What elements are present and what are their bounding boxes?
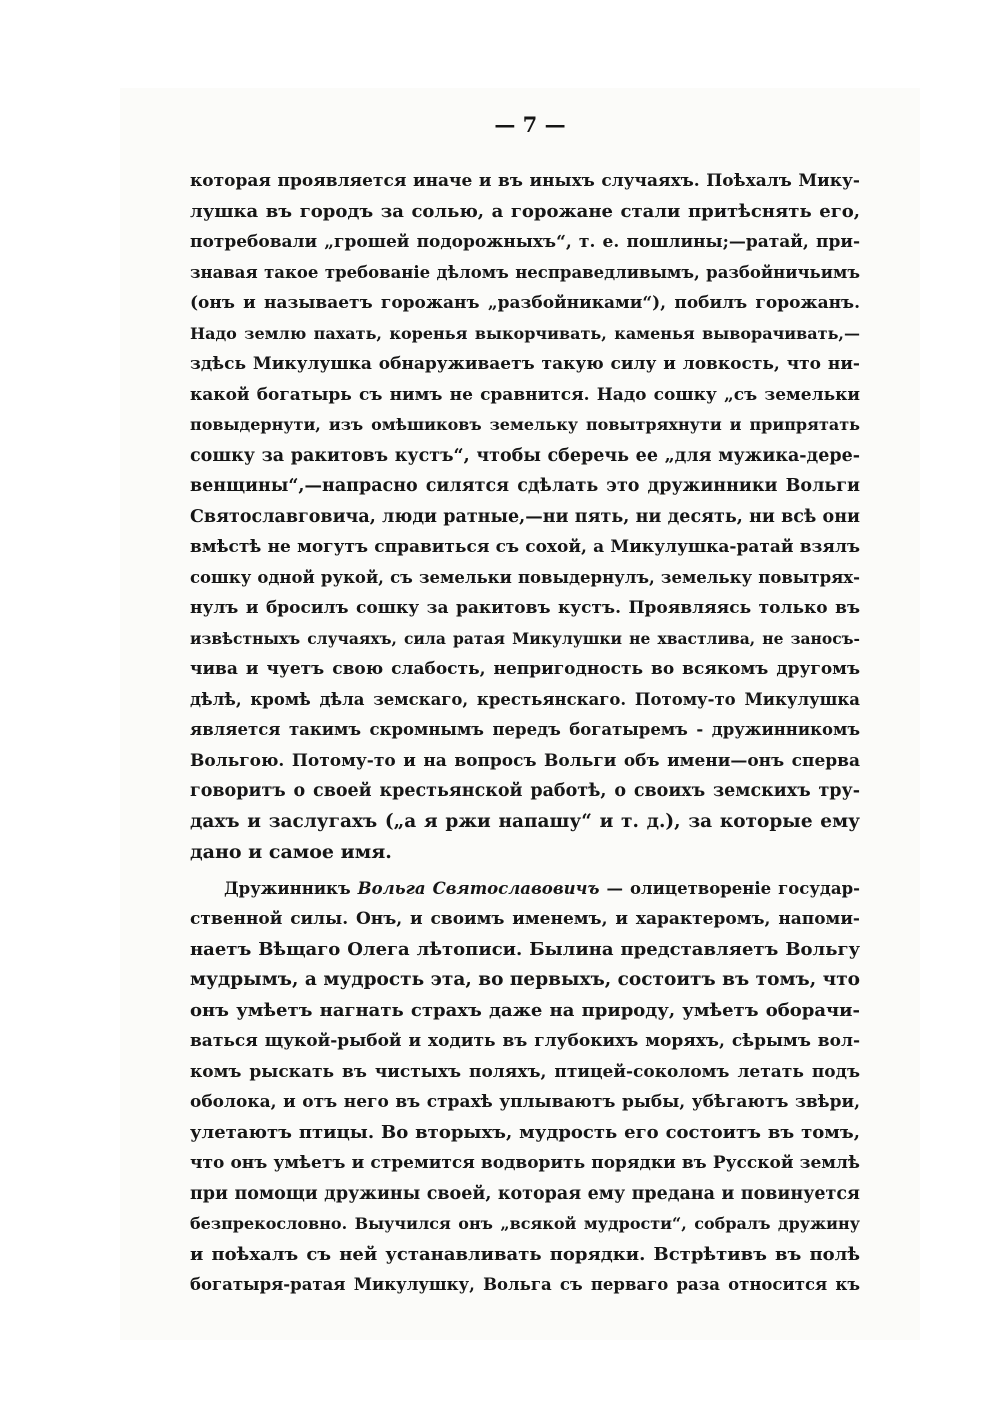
page-number: — 7 — bbox=[494, 112, 566, 137]
paragraph bbox=[190, 874, 860, 1301]
text-line: венщины“,—напрасно силятся сдѣлать это дружинники Вольги bbox=[190, 476, 860, 496]
text-line: потребовали „грошей подорожныхъ“, т. е. пошлины;—ратай, при- bbox=[190, 232, 860, 252]
text-line: мудрымъ, а мудрость эта, во первыхъ, состоитъ въ томъ, что bbox=[190, 969, 860, 990]
text-line: при помощи дружины своей, которая ему предана и повинуется bbox=[190, 1183, 860, 1204]
character-name: Вольга Святославовичъ bbox=[357, 878, 600, 898]
text-line: онъ умѣетъ нагнать страхъ даже на природу, умѣетъ оборачи- bbox=[190, 999, 860, 1021]
text-line: и поѣхалъ съ ней устанавливать порядки. Встрѣтивъ въ полѣ bbox=[190, 1243, 860, 1265]
text-line: дано и самое имя. bbox=[190, 841, 392, 863]
text-line: повыдернути, изъ омѣшиковъ земельку повытряхнути и припрятать bbox=[190, 415, 860, 434]
text-line: ваться щукой-рыбой и ходить въ глубокихъ моряхъ, сѣрымъ вол- bbox=[190, 1031, 860, 1051]
line-start: Дружинникъ bbox=[224, 878, 358, 898]
text-line: вмѣстѣ не могутъ справиться съ сохой, а Микулушка-ратай взялъ bbox=[190, 537, 860, 557]
text-line: что онъ умѣетъ и стремится водворить порядки въ Русской землѣ bbox=[190, 1153, 860, 1173]
text-line: богатыря-ратая Микулушку, Вольга съ перваго раза относится къ bbox=[190, 1275, 860, 1294]
text-line: Вольгою. Потому-то и на вопросъ Вольги объ имени—онъ сперва bbox=[190, 750, 860, 771]
text-line: улетаютъ птицы. Во вторыхъ, мудрость его состоитъ въ томъ, bbox=[190, 1121, 860, 1143]
text-line: знавая такое требованіе дѣломъ несправедливымъ, разбойничьимъ bbox=[190, 262, 860, 282]
text-line: сошку за ракитовъ кустъ“, чтобы сберечь ее „для мужика-дере- bbox=[190, 445, 860, 466]
text-line: дѣлѣ, кромѣ дѣла земскаго, крестьянскаго. Потому-то Микулушка bbox=[190, 689, 860, 709]
text-line: дахъ и заслугахъ („а я ржи напашу“ и т. д.), за которые ему bbox=[190, 810, 860, 832]
text-line: нулъ и бросилъ сошку за ракитовъ кустъ. Проявляясь только въ bbox=[190, 598, 860, 618]
text-line: говоритъ о своей крестьянской работѣ, о своихъ земскихъ тру- bbox=[190, 781, 860, 801]
text-line: безпрекословно. Выучился онъ „всякой мудрости“, собралъ дружину bbox=[190, 1214, 860, 1233]
text-line: какой богатырь съ нимъ не сравнится. Надо сошку „съ земельки bbox=[190, 384, 860, 405]
text-line: Надо землю пахать, коренья выкорчивать, каменья выворачивать,— bbox=[190, 323, 860, 343]
paragraph bbox=[190, 166, 860, 868]
body-text bbox=[190, 166, 860, 1301]
text-line: (онъ и называетъ горожанъ „разбойниками“), побилъ горожанъ. bbox=[190, 293, 860, 313]
text-line: ственной силы. Онъ, и своимъ именемъ, и характеромъ, напоми- bbox=[190, 909, 860, 929]
text-line: оболока, и отъ него въ страхѣ уплываютъ рыбы, убѣгаютъ звѣри, bbox=[190, 1092, 860, 1112]
line-end: — олицетвореніе государ- bbox=[599, 878, 860, 898]
text-line: наетъ Вѣщаго Олега лѣтописи. Былина представляетъ Вольгу bbox=[190, 938, 860, 960]
text-line: сошку одной рукой, съ земельки повыдернулъ, земельку повытрях- bbox=[190, 567, 860, 587]
text-line: здѣсь Микулушка обнаруживаетъ такую силу и ловкость, что ни- bbox=[190, 354, 860, 374]
text-line: чива и чуетъ свою слабость, непригодность во всякомъ другомъ bbox=[190, 659, 860, 679]
text-line: является такимъ скромнымъ передъ богатыремъ - дружинникомъ bbox=[190, 720, 860, 739]
text-line: комъ рыскать въ чистыхъ поляхъ, птицей-соколомъ летать подъ bbox=[190, 1061, 860, 1082]
text-line: которая проявляется иначе и въ иныхъ случаяхъ. Поѣхалъ Мику- bbox=[190, 171, 860, 191]
text-line bbox=[190, 874, 860, 905]
text-line: лушка въ городъ за солью, а горожане стали притѣснять его, bbox=[190, 200, 860, 222]
text-line: извѣстныхъ случаяхъ, сила ратая Микулушки не хвастлива, не заносъ- bbox=[190, 628, 860, 648]
text-line: Святославговича, люди ратные,—ни пять, ни десять, ни всѣ они bbox=[190, 506, 860, 527]
